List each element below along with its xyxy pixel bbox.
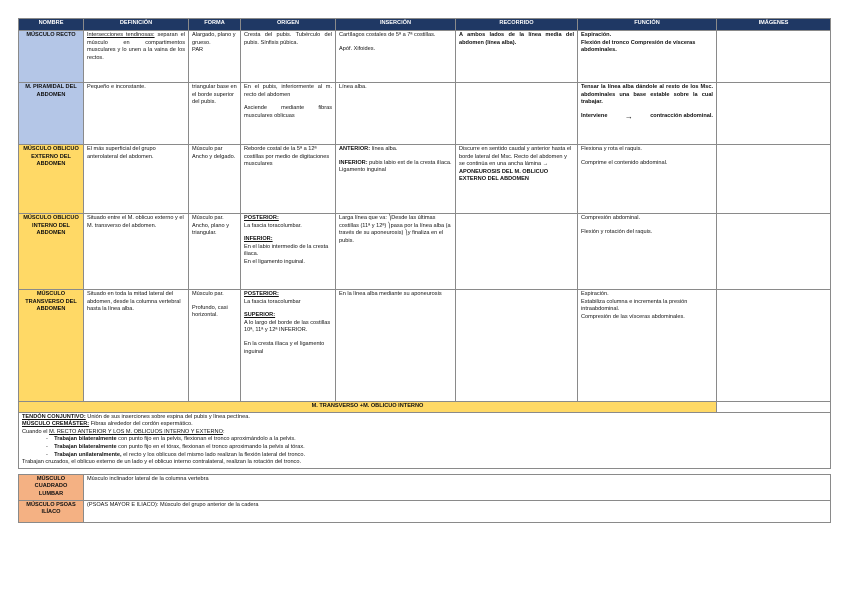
note-bold: Trabajan bilateralmente: [54, 443, 117, 450]
table-row: [19, 474, 831, 500]
imagenes-cell: [717, 402, 831, 413]
extra-text: (PSOAS MAYOR E ILIACO): Músculo del grupo anterior de la cadera: [84, 500, 831, 522]
forma-text: Profundo, casi horizontal.: [192, 304, 228, 319]
note-text: Unión de sus inserciones sobre espina del pubis y línea pectínea.: [87, 413, 250, 420]
definicion-text: separan el músculo en compartimentos musculares y lo unen a la vaina de los rectos.: [87, 32, 185, 61]
funcion-text: Estabiliza columna e incrementa la presión intraabdominal.: [581, 298, 688, 313]
forma-cell: [189, 31, 241, 83]
origen-label: INFERIOR:: [244, 236, 273, 243]
span-row: [19, 402, 831, 413]
note-text: con punto fijo en el tórax, flexionan el tronco aproximando la pelvis al tórax.: [118, 443, 305, 450]
muscle-name: MÚSCULO RECTO: [19, 31, 84, 83]
origen-text: En el ligamento inguinal.: [244, 258, 305, 265]
insercion-text: Cartílagos costales de 5ª a 7ª costillas.: [339, 32, 436, 38]
note-bold: Trabajan bilateralmente: [54, 436, 117, 443]
insercion-cell: [336, 31, 456, 83]
muscle-table: [18, 18, 831, 523]
arrow-icon: →: [624, 111, 633, 121]
imagenes-cell: [717, 83, 831, 145]
forma-cell: Músculo par Ancho y delgado.: [189, 145, 241, 214]
forma-text: PAR: [192, 47, 204, 54]
note-text: M. RECTO ANTERIOR Y LOS M. OBLICUOS INTERNO Y EXTERNO: [49, 428, 223, 435]
insercion-text: línea alba.: [371, 146, 398, 152]
header-insercion: INSERCIÓN: [336, 19, 456, 31]
imagenes-cell: [717, 290, 831, 402]
recorrido-cell: [456, 214, 578, 290]
recorrido-cell: A ambos lados de la línea media del abdomen (línea alba).: [456, 31, 578, 83]
note-text: Trabajan cruzados, el oblicuo externo de un lado y el oblicuo interno contralateral, realizan la rotación del tronco.: [22, 459, 302, 466]
muscle-name: MÚSCULO CUADRADO LUMBAR: [19, 474, 84, 500]
insercion-cell: Línea alba.: [336, 83, 456, 145]
muscle-name: MÚSCULO TRANSVERSO DEL ABDOMEN: [19, 290, 84, 402]
origen-label: POSTERIOR:: [244, 215, 279, 221]
note-text: Cuando el: [22, 428, 48, 435]
funcion-text: Flexiona y rota el raquis.: [581, 146, 642, 152]
origen-cell: Cresta del pubis. Tubérculo del pubis. Sínfisis púbica.: [241, 31, 336, 83]
table-row: [19, 290, 831, 402]
imagenes-cell: [717, 145, 831, 214]
extra-text: Músculo inclinador lateral de la columna vertebra: [84, 474, 831, 500]
origen-text: La fascia toracolumbar: [244, 298, 301, 305]
note-text: el recto y los oblicuos del mismo lado realizan la flexión lateral del tronco.: [123, 451, 306, 458]
muscle-name: MÚSCULO PSOAS ILÍACO: [19, 500, 84, 522]
insercion-label: INFERIOR:: [339, 159, 368, 166]
header-funcion: FUNCIÓN: [578, 19, 717, 31]
origen-cell: [241, 83, 336, 145]
funcion-text: Interviene: [581, 112, 608, 119]
funcion-cell: [578, 83, 717, 145]
funcion-cell: [578, 290, 717, 402]
definicion-cell: El más superficial del grupo anterolateral del abdomen.: [84, 145, 189, 214]
insercion-text: Ligamento inguinal: [339, 167, 386, 174]
recorrido-text: Discurre en sentido caudal y anterior hasta el borde lateral del Msc. Recto del abdomen y se continúa en una ancha lámina: [459, 146, 572, 168]
imagenes-cell: [717, 31, 831, 83]
definicion-cell: [84, 31, 189, 83]
table-row: [19, 500, 831, 522]
funcion-cell: [578, 145, 717, 214]
funcion-text: Espiración.: [581, 291, 609, 297]
origen-cell: [241, 214, 336, 290]
funcion-text: Espiración.: [581, 32, 612, 38]
funcion-text: Compresión de las vísceras abdominales.: [581, 313, 685, 320]
insercion-label: ANTERIOR:: [339, 146, 371, 152]
funcion-text: Tensar la línea alba dándole al resto de los Msc. abdominales una base estable sobre la cual trabajar.: [581, 84, 713, 106]
table-row: [19, 214, 831, 290]
forma-text: Músculo par.: [192, 291, 224, 297]
funcion-text: Flexión del tronco Compresión de vísceras abdominales.: [581, 39, 696, 54]
span-title: M. TRANSVERSO +M. OBLICUO INTERNO: [19, 402, 717, 413]
note-label: TENDÓN CONJUNTIVO:: [22, 413, 86, 420]
definicion-cell: Situado en toda la mitad lateral del abdomen, desde la columna vertebral hasta la línea alba.: [84, 290, 189, 402]
note-text: Fibras alrededor del cordón espermático.: [90, 421, 193, 428]
insercion-cell: En la línea alba mediante su aponeurosis: [336, 290, 456, 402]
header-imagenes: IMÁGENES: [717, 19, 831, 31]
insercion-cell: Larga línea que va: ⎞Desde las últimas costillas (11ª y 12ª) ⎞pasa por la línea alba (a través de su aponeurosis) ⎞y finaliza en el pubis.: [336, 214, 456, 290]
header-row: [19, 19, 831, 31]
funcion-text: Comprime el contenido abdominal.: [581, 159, 668, 166]
definicion-cell: Pequeño e inconstante.: [84, 83, 189, 145]
recorrido-cell: [456, 145, 578, 214]
forma-cell: Músculo par. Ancho, plano y triangular.: [189, 214, 241, 290]
table-row: [19, 31, 831, 83]
muscle-table-sheet: [18, 18, 830, 523]
origen-text: En el pubis, inferiormente al m. recto del abdomen: [244, 84, 332, 98]
origen-text: En el labio intermedio de la cresta iliaca.: [244, 243, 329, 258]
note-label: MÚSCULO CREMÁSTER:: [22, 421, 90, 428]
insercion-cell: [336, 145, 456, 214]
forma-cell: triangular base en el borde superior del pubis.: [189, 83, 241, 145]
funcion-text: Compresión abdominal.: [581, 215, 641, 221]
origen-text: A lo largo del borde de las costillas 10ª, 11ª y 12ª INFERIOR.: [244, 319, 331, 334]
table-row: [19, 83, 831, 145]
imagenes-cell: [717, 214, 831, 290]
origen-label: SUPERIOR:: [244, 312, 276, 319]
insercion-text: pubis labio ext de la cresta ilíaca.: [369, 159, 452, 166]
recorrido-bold: → APONEUROSIS DEL M. OBLICUO EXTERNO DEL ABDOMEN: [459, 161, 549, 183]
muscle-name: M. PIRAMIDAL DEL ABDOMEN: [19, 83, 84, 145]
header-origen: ORIGEN: [241, 19, 336, 31]
funcion-cell: [578, 31, 717, 83]
header-forma: FORMA: [189, 19, 241, 31]
origen-cell: [241, 290, 336, 402]
muscle-name: MÚSCULO OBLICUO INTERNO DEL ABDOMEN: [19, 214, 84, 290]
header-recorrido: RECORRIDO: [456, 19, 578, 31]
definicion-title: Intersecciones tendinosas:: [87, 32, 155, 38]
forma-text: Alargado, plano y grueso.: [192, 32, 236, 46]
definicion-cell: Situado entre el M. oblicuo externo y el M. transverso del abdomen.: [84, 214, 189, 290]
note-text: :: [222, 428, 225, 435]
origen-cell: Reborde costal de la 5ª a 12ª costillas por medio de digitaciones musculares: [241, 145, 336, 214]
origen-label: POSTERIOR:: [244, 291, 279, 297]
origen-text: En la cresta ilíaca y el ligamento inguinal: [244, 340, 325, 355]
origen-text: La fascia toracolumbar.: [244, 222, 302, 229]
header-definicion: DEFINICIÓN: [84, 19, 189, 31]
table-row: [19, 145, 831, 214]
muscle-name: MÚSCULO OBLICUO EXTERNO DEL ABDOMEN: [19, 145, 84, 214]
note-text: con punto fijo en la pelvis, flexionan el tronco aproximándolo a la pelvis.: [118, 436, 296, 443]
notes-cell: TENDÓN CONJUNTIVO: Unión de sus inserciones sobre espina del pubis y línea pectínea. MÚSCULO CREMÁSTER: Fibras alrededor del cordón espermático. Cuando el M. RECTO ANTERIOR Y LOS M. OBLICUOS INTERNO Y EXTERNO: - Trabajan bilateralmente con punto fijo en la pelvis, flexionan el tronco aproximándolo a la pelvis. - Trabajan bilateralmente con punto fijo en el tórax, flexionan el tronco aproximando la pelvis al tórax. - Trabajan unilateralmente, el recto y los oblicuos del mismo lado realizan la flexión lateral del tronco. Trabajan cruzados, el oblicuo externo de un lado y el oblicuo interno contralateral, realizan la rotación del tronco.: [19, 412, 831, 468]
forma-cell: [189, 290, 241, 402]
origen-text: Asciende mediante fibras musculares oblicuas: [244, 105, 332, 119]
funcion-text: contracción abdominal.: [650, 112, 713, 119]
recorrido-cell: [456, 83, 578, 145]
insercion-text: Apóf. Xifoides.: [339, 45, 376, 52]
recorrido-cell: [456, 290, 578, 402]
note-bold: Trabajan unilateralmente,: [54, 451, 122, 458]
funcion-text: Flexión y rotación del raquis.: [581, 228, 653, 235]
notes-row: [19, 412, 831, 468]
header-nombre: NOMBRE: [19, 19, 84, 31]
funcion-cell: [578, 214, 717, 290]
